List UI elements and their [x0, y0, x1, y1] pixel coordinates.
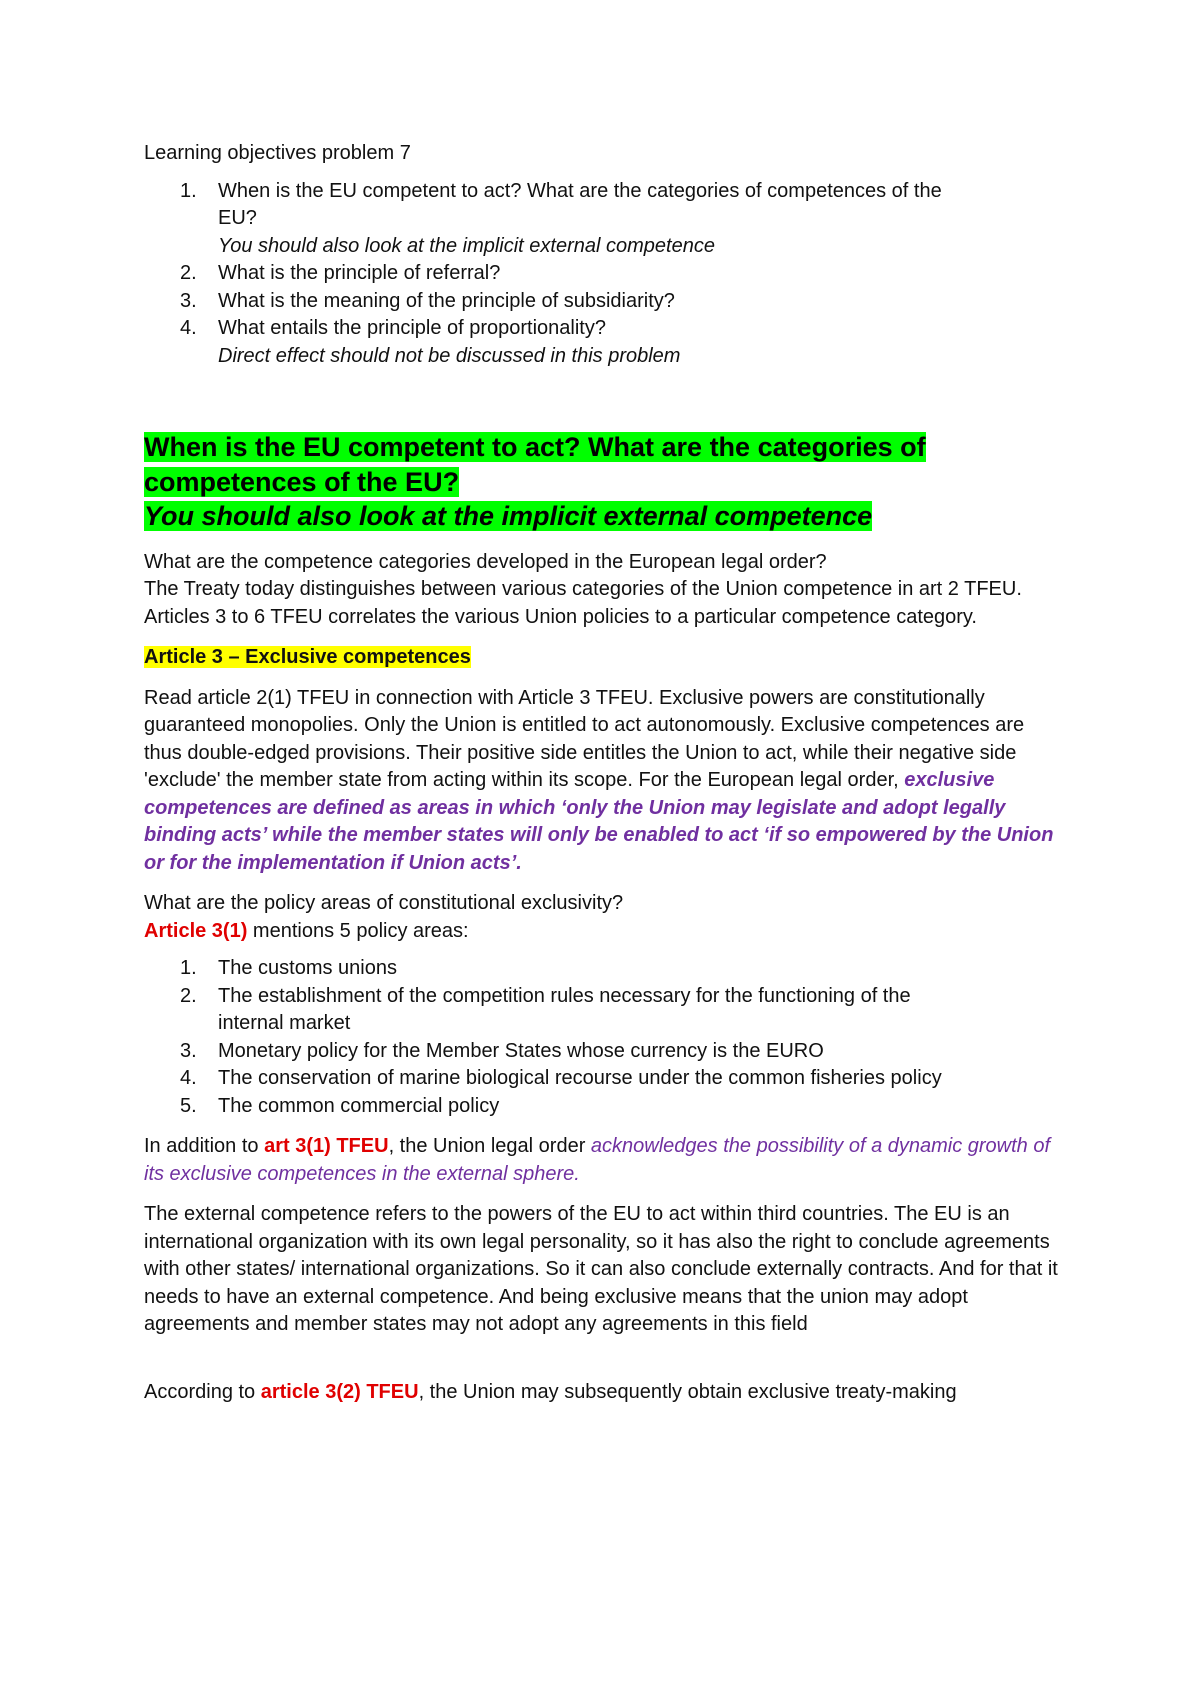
objectives-list [144, 178, 1064, 371]
paragraph-text: , the Union may subsequently obtain exclusive treaty-making [418, 1380, 957, 1403]
policy-question: What are the policy areas of constitutional exclusivity? [144, 892, 624, 914]
article-reference: Article 3(1) [144, 919, 248, 942]
section-title-line: When is the EU competent to act? What are the categories of [144, 432, 926, 462]
list-item [144, 315, 1064, 370]
policy-area: The conservation of marine biological recourse under the common fisheries policy [218, 1067, 942, 1089]
policy-intro-text: mentions 5 policy areas: [247, 919, 469, 942]
document-page [144, 140, 1064, 1406]
paragraph-text: Read article 2(1) TFEU in connection with Article 3 TFEU. Exclusive powers are constitutionally guaranteed monopolies. Only the Union is entitled to act autonomously. Exclusive competences are thus double-edged provisions. Their positive side entitles the Union to act, while their negative side 'exclude' the member state from acting within its scope. For the European legal order, [144, 686, 1025, 791]
addition-paragraph [144, 1133, 1064, 1188]
list-number: 3. [180, 289, 197, 312]
policy-areas-list [144, 955, 1064, 1120]
paragraph-text: In addition to [144, 1135, 265, 1157]
intro-text: The Treaty today distinguishes between various categories of the Union competence in art 2 TFEU. Articles 3 to 6 TFEU correlates the various Union policies to a particular competence category. [144, 578, 1022, 628]
section-subtitle: You should also look at the implicit external competence [144, 501, 873, 531]
external-paragraph: The external competence refers to the powers of the EU to act within third countries. The EU is an international organization with its own legal personality, so it has also the right to conclude agreements with other states/ international organizations. So it can also conclude externally contracts. And for that it needs to have an external competence. And being exclusive means that the union may adopt agreements and member states may not adopt any agreements in this field [144, 1203, 1058, 1335]
list-item [144, 955, 1064, 983]
objective-text: What is the meaning of the principle of subsidiarity? [218, 289, 675, 312]
section-title-line: competences of the EU? [144, 466, 460, 497]
list-number: 2. [180, 984, 197, 1007]
list-number: 2. [180, 262, 197, 284]
emphasis-text: acknowledges the possibility of a dynamic growth of its exclusive competences in the external sphere. [144, 1135, 1051, 1185]
objective-text-cont: EU? [218, 207, 257, 229]
list-item [144, 178, 1064, 261]
paragraph-text: According to [144, 1380, 261, 1403]
list-number: 4. [180, 317, 197, 339]
policy-area-cont: internal market [218, 1012, 351, 1034]
policy-area: The common commercial policy [218, 1094, 500, 1117]
article-3-paragraph [144, 685, 1064, 878]
paragraph-text: , the Union legal order [388, 1135, 591, 1157]
list-item [144, 1038, 1064, 1066]
list-number: 1. [180, 957, 197, 979]
list-item [144, 1093, 1064, 1121]
policy-area: Monetary policy for the Member States whose currency is the EURO [218, 1039, 824, 1062]
objective-text: When is the EU competent to act? What are the categories of competences of the [218, 179, 942, 202]
emphasis-text: exclusive competences are defined as areas in which ‘only the Union may legislate and adopt legally binding acts’ while the member states will only be enabled to act ‘if so empowered by the Union or for the implementation if Union acts’. [144, 769, 1054, 874]
list-number: 1. [180, 179, 197, 202]
according-paragraph [144, 1379, 1064, 1407]
list-number: 3. [180, 1039, 197, 1062]
article-reference: art 3(1) TFEU [264, 1135, 389, 1157]
policy-area: The establishment of the competition rules necessary for the functioning of the [218, 984, 911, 1007]
list-item [144, 1065, 1064, 1093]
article-3-heading [144, 644, 1064, 672]
objective-note: You should also look at the implicit external competence [218, 234, 715, 257]
article-heading-label: Article 3 – Exclusive competences [144, 646, 471, 668]
policy-intro [144, 918, 1064, 946]
list-number: 4. [180, 1067, 197, 1089]
list-item [144, 288, 1064, 316]
objective-note: Direct effect should not be discussed in this problem [218, 344, 681, 367]
section-heading [144, 430, 1064, 534]
list-number: 5. [180, 1094, 197, 1117]
list-item [144, 260, 1064, 288]
intro-question: What are the competence categories developed in the European legal order? [144, 550, 827, 573]
objective-text: What is the principle of referral? [218, 262, 501, 284]
policy-area: The customs unions [218, 957, 397, 979]
list-item [144, 983, 1064, 1038]
objectives-heading: Learning objectives problem 7 [144, 142, 411, 164]
objective-text: What entails the principle of proportionality? [218, 317, 606, 339]
article-reference: article 3(2) TFEU [260, 1380, 419, 1403]
